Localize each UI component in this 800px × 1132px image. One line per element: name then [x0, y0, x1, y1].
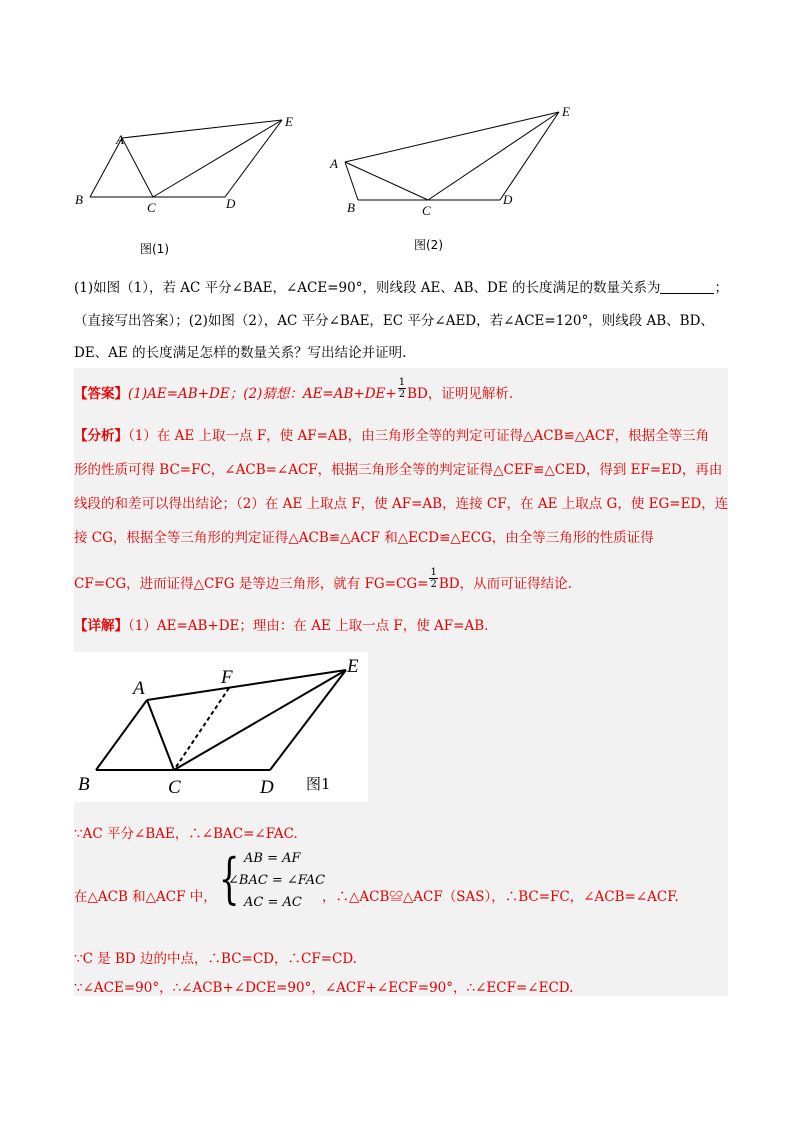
- label-d: D: [226, 196, 236, 211]
- segment-ae: [122, 120, 282, 138]
- segment-ac: [147, 700, 174, 770]
- analysis-fraction: [429, 567, 437, 590]
- label-c: C: [147, 200, 156, 215]
- answer-fraction: [398, 377, 406, 400]
- proof-text-2a: 在△ACB 和△ACF 中，: [74, 889, 217, 905]
- problem-line-2: （直接写出答案）；(2)如图（2），AC 平分∠BAE，EC 平分∠AED，若∠ACE=120°，则线段 AB、BD、: [74, 313, 714, 329]
- fraction-denominator: 2: [430, 579, 437, 590]
- segment-cf-dashed: [174, 688, 229, 770]
- label-e: E: [347, 656, 359, 677]
- label-a: A: [330, 156, 338, 171]
- answer-line: [74, 377, 728, 406]
- congruence-system: [218, 847, 326, 914]
- analysis-text-5b: BD，从而可证得结论.: [438, 576, 572, 592]
- segment-ce: [174, 670, 346, 770]
- segment-ae: [147, 670, 346, 700]
- analysis-line-2: 形的性质可得 BC=FC，∠ACB=∠ACF，根据三角形全等的判定证得△CEF≌△CED，得到 EF=ED，再由: [74, 462, 723, 478]
- label-e: E: [285, 114, 293, 129]
- detail-tag: 【详解】: [74, 618, 128, 634]
- figure-1-diagram: [70, 108, 310, 218]
- segment-ce: [153, 120, 282, 197]
- figure-1: [70, 108, 310, 218]
- figure-1-caption: 图(1): [140, 242, 169, 256]
- answer-text-b: BD，证明见解析.: [407, 386, 514, 402]
- fraction-denominator: 2: [398, 389, 406, 400]
- figure-2-diagram: [325, 100, 585, 220]
- segment-ab: [345, 162, 358, 200]
- figure-3-caption: 图1: [306, 775, 331, 793]
- analysis-line-3: 线段的和差可以得出结论；（2）在 AE 上取点 F，使 AF=AB，连接 CF，在 AE 上取点 G，使 EG=ED，连: [74, 496, 729, 512]
- analysis-text-5a: CF=CG，进而证得△CFG 是等边三角形，就有 FG=CG=: [74, 576, 429, 592]
- label-b: B: [347, 200, 355, 215]
- problem-line-3: DE、AE 的长度满足怎样的数量关系？写出结论并证明.: [74, 345, 407, 361]
- answer-blank: [660, 279, 714, 294]
- proof-line-4: ∵∠ACE=90°，∴∠ACB+∠DCE=90°，∠ACF+∠ECF=90°，∴∠ECF=∠ECD.: [74, 980, 574, 996]
- segment-de: [500, 112, 559, 200]
- fraction-numerator: 1: [430, 567, 437, 578]
- answer-text-a: (1)AE=AB+DE；(2)猜想：AE=AB+DE+: [128, 386, 397, 402]
- figure-2-caption: 图(2): [414, 238, 443, 252]
- problem-text-1b: ；: [714, 280, 728, 296]
- label-c: C: [168, 777, 181, 798]
- label-b: B: [75, 192, 83, 207]
- proof-line-1: ∵AC 平分∠BAE，∴∠BAC=∠FAC.: [74, 826, 298, 842]
- fraction-numerator: 1: [398, 377, 406, 388]
- proof-line-3: ∵C 是 BD 边的中点，∴BC=CD，∴CF=CD.: [74, 951, 357, 967]
- analysis-tag: 【分析】: [74, 428, 128, 444]
- problem-line-1: [74, 276, 728, 296]
- detail-line-1: [74, 614, 728, 634]
- segment-ac: [122, 138, 153, 197]
- analysis-text-1: （1）在 AE 上取一点 F，使 AF=AB，由三角形全等的判定可证得△ACB≌△ACF，根据全等三角: [128, 428, 710, 444]
- detail-text-1: （1）AE=AB+DE；理由：在 AE 上取一点 F，使 AF=AB.: [128, 618, 489, 634]
- segment-ab: [96, 700, 147, 770]
- figure-3-diagram: [74, 652, 368, 802]
- segment-ce: [428, 112, 559, 200]
- figure-2: [325, 100, 585, 220]
- system-eq-3: AC = AC: [244, 895, 302, 910]
- analysis-line-5: [74, 567, 728, 596]
- segment-ae: [345, 112, 559, 162]
- label-b: B: [78, 774, 90, 795]
- problem-text-1a: (1)如图（1），若 AC 平分∠BAE，∠ACE=90°，则线段 AE、AB、DE 的长度满足的数量关系为: [74, 280, 661, 296]
- label-d: D: [260, 777, 274, 798]
- label-e: E: [562, 104, 570, 119]
- label-a: A: [116, 132, 124, 147]
- brace-icon: {: [218, 847, 240, 910]
- label-c: C: [422, 203, 431, 218]
- label-f: F: [221, 667, 233, 688]
- proof-text-2b: ，∴△ACB≌△ACF（SAS），∴BC=FC，∠ACB=∠ACF.: [322, 889, 679, 905]
- label-d: D: [503, 192, 513, 207]
- segment-ac: [345, 162, 428, 200]
- system-eq-1: AB = AF: [244, 851, 301, 866]
- figure-3: [74, 652, 368, 802]
- segment-de: [225, 120, 282, 197]
- analysis-line-1: [74, 424, 728, 444]
- label-a: A: [133, 678, 145, 699]
- analysis-line-4: 接 CG，根据全等三角形的判定证得△ACB≌△ACF 和△ECD≌△ECG，由全等三角形的性质证得: [74, 530, 654, 546]
- system-eq-2: ∠BAC = ∠FAC: [228, 873, 326, 888]
- segment-de: [270, 670, 346, 770]
- answer-tag: 【答案】: [74, 386, 128, 402]
